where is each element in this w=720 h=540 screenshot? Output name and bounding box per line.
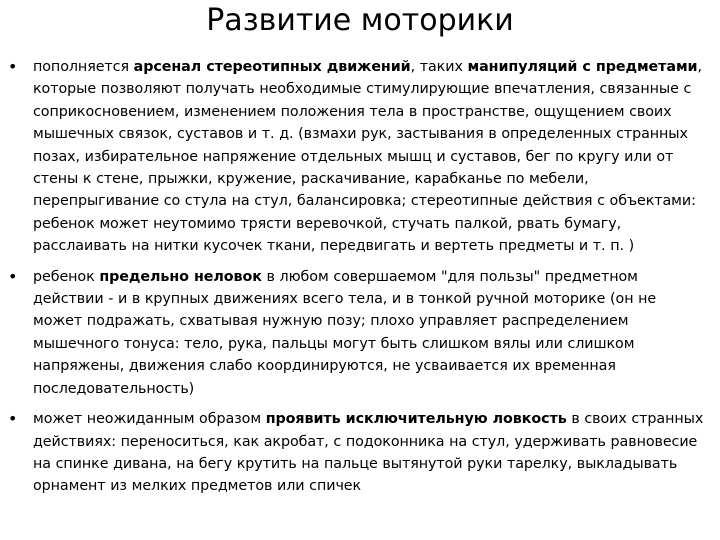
bullet-item-1 <box>0 56 720 258</box>
bullet-2-text-1: ребенок <box>33 268 100 285</box>
bullet-3-emphasis-1: проявить исключительную ловкость <box>265 411 567 428</box>
bullet-1-emphasis-2: манипуляций с предметами <box>467 59 698 75</box>
bullet-2-text-2: в любом совершаемом "для пользы" предметном действии - и в крупных движениях всего тела, и в тонкой ручной моторике (он не может подражать, схватывая нужную позу; плохо управляет распределением мышечного тонуса: тело, рука, пальцы могут быть слишком вялы или слишком напряжены, движения слабо координируются, не усваивается их временная последовательность) <box>33 268 657 397</box>
bullet-icon: • <box>8 57 18 76</box>
bullet-1-text-1: пополняется <box>33 59 134 75</box>
bullet-1-text-3: , которые позволяют получать необходимые стимулирующие впечатления, связанные с соприкосновением, изменением положения тела в пространстве, ощущением своих мышечных связок, суставов и т. д. (взмахи рук, застывания в определенных странных позах, избирательное напряжение отдельных мышц и суставов, бег по кругу или от стены к стене, прыжки, кружение, раскачивание, карабканье по мебели, перепрыгивание со стула на стул, балансировка; стереотипные действия с объектами: ребенок может неутомимо трясти веревочкой, стучать палкой, рвать бумагу, расслаивать на нитки кусочек ткани, передвигать и вертеть предметы и т. п. ) <box>33 59 702 255</box>
bullet-list <box>0 56 720 506</box>
bullet-1-text-2: , таких <box>410 59 468 75</box>
bullet-2-emphasis-1: предельно неловок <box>99 268 262 285</box>
slide-title: Развитие моторики <box>206 3 514 38</box>
bullet-icon: • <box>8 409 18 429</box>
bullet-1-emphasis-1: арсенал стереотипных движений <box>133 59 411 75</box>
bullet-item-2 <box>0 266 720 400</box>
bullet-3-text-2: в своих странных действиях: переноситься, как акробат, с подоконника на стул, удерживать равновесие на спинке дивана, на бегу крутить на пальце вытянутой руки тарелку, выкладывать орнамент из мелких предметов или спичек <box>33 411 704 495</box>
bullet-icon: • <box>8 266 18 286</box>
bullet-item-3 <box>0 408 720 498</box>
bullet-3-text-1: может неожиданным образом <box>33 411 266 428</box>
